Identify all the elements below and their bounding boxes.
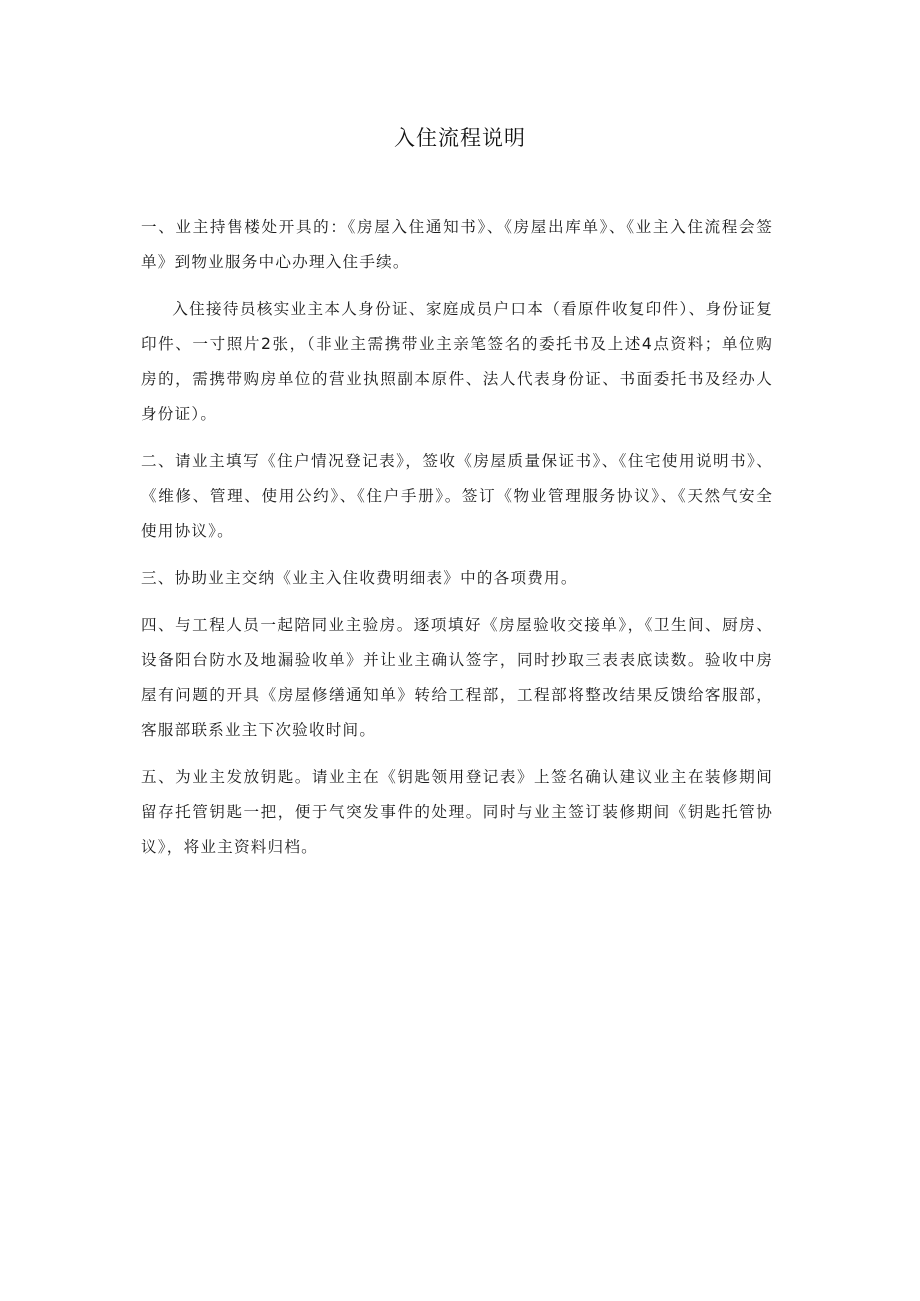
page-title: 入住流程说明 [394, 126, 526, 150]
paragraph-step-1: 一、业主持售楼处开具的：《房屋入住通知书》、《房屋出库单》、《业主入住流程会签单》到物业服务中心办理入住手续。 [141, 218, 773, 271]
paragraph-step-5: 五、为业主发放钥匙。请业主在《钥匙领用登记表》上签名确认建议业主在装修期间留存托管钥匙一把，便于气突发事件的处理。同时与业主签订装修期间《钥匙托管协议》，将业主资料归档。 [141, 768, 773, 856]
paragraph-step-4: 四、与工程人员一起陪同业主验房。逐项填好《房屋验收交接单》，《卫生间、厨房、设备阳台防水及地漏验收单》并让业主确认签字，同时抄取三表表底读数。验收中房屋有问题的开具《房屋修缮通知单》转给工程部，工程部将整改结果反馈给客服部，客服部联系业主下次验收时间。 [141, 616, 773, 739]
paragraph-step-2: 二、请业主填写《住户情况登记表》，签收《房屋质量保证书》、《住宅使用说明书》、《维修、管理、使用公约》、《住户手册》。签订《物业管理服务协议》、《天然气安全使用协议》。 [141, 452, 773, 540]
paragraph-step-3: 三、协助业主交纳《业主入住收费明细表》中的各项费用。 [141, 569, 578, 587]
document-body [141, 210, 773, 877]
paragraph-reception-check: 入住接待员核实业主本人身份证、家庭成员户口本（看原件收复印件）、身份证复印件、一寸照片2张，（非业主需携带业主亲笔签名的委托书及上述4点资料；单位购房的，需携带购房单位的营业执照副本原件、法人代表身份证、书面委托书及经办人身份证）。 [141, 300, 773, 423]
